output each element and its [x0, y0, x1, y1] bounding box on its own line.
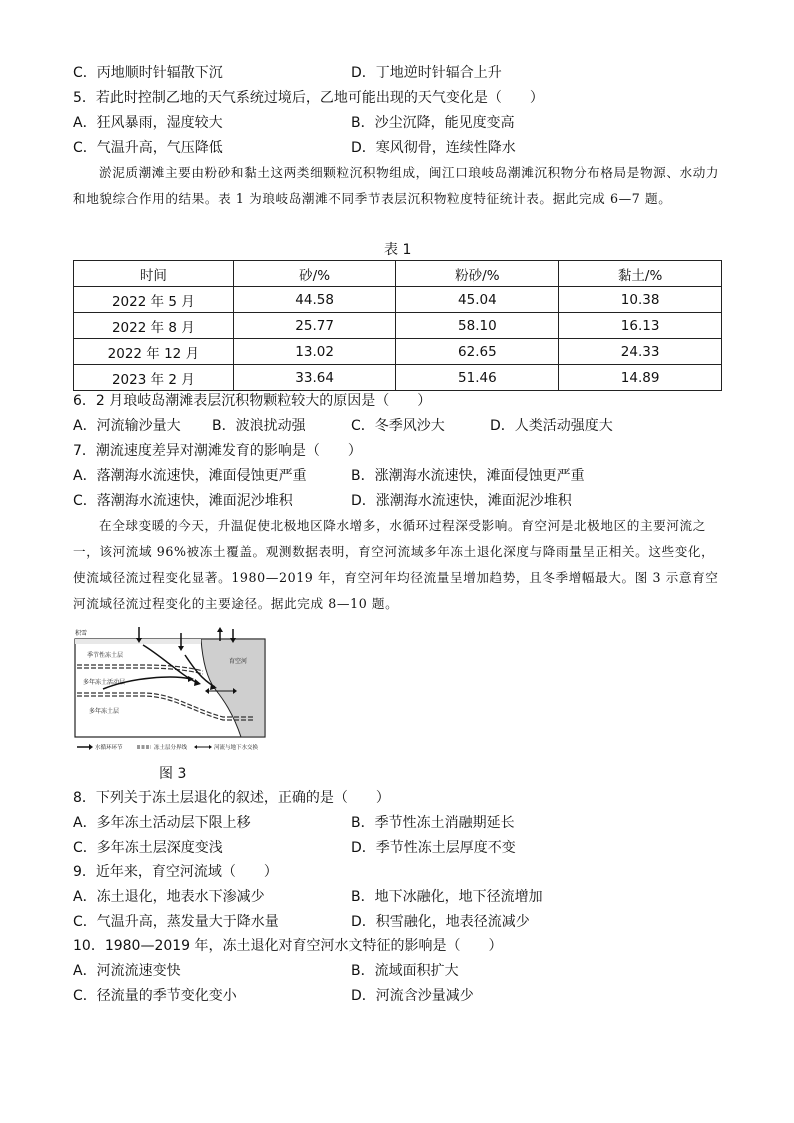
label-snow: 积雪 — [75, 630, 88, 637]
q10-option-c[interactable]: C．径流量的季节变化变小 — [73, 988, 237, 1004]
cell-silt: 51.46 — [396, 365, 559, 391]
cell-silt: 45.04 — [396, 287, 559, 313]
figure-3-diagram — [73, 627, 269, 753]
q5-option-a[interactable]: A．狂风暴雨，湿度较大 — [73, 115, 223, 131]
label-permafrost: 多年冻土层 — [89, 708, 120, 715]
q6-option-d[interactable]: D．人类活动强度大 — [490, 418, 613, 434]
passage-tidal-flat: 淤泥质潮滩主要由粉砂和黏土这两类细颗粒沉积物组成，闽江口琅岐岛潮滩沉积物分布格局是物源、水动力和地貌综合作用的结果。表 1 为琅岐岛潮滩不同季节表层沉积物粒度特征统计表。据此完成 6—7 题。 — [73, 165, 720, 206]
q10-option-a[interactable]: A．河流流速变快 — [73, 963, 181, 979]
table-row — [74, 313, 722, 339]
cell-clay: 14.89 — [559, 365, 722, 391]
table-caption: 表 1 — [384, 242, 412, 258]
q7-option-a[interactable]: A．落潮海水流速快，滩面侵蚀更严重 — [73, 468, 307, 484]
cell-sand: 25.77 — [233, 313, 396, 339]
table-row — [74, 287, 722, 313]
cell-time: 2023 年 2 月 — [74, 365, 234, 391]
q10-option-d[interactable]: D．河流含沙量减少 — [351, 988, 474, 1004]
q7-option-c[interactable]: C．落潮海水流速快，滩面泥沙堆积 — [73, 493, 293, 509]
q5-option-d[interactable]: D．寒风彻骨，连续性降水 — [351, 140, 516, 156]
header-time: 时间 — [74, 261, 234, 287]
cell-silt: 58.10 — [396, 313, 559, 339]
q6-option-b[interactable]: B．波浪扰动强 — [212, 418, 306, 434]
legend-exchange: 河流与地下水交换 — [214, 745, 259, 751]
q8-stem: 8．下列关于冻土层退化的叙述，正确的是（ ） — [73, 790, 390, 806]
cell-time: 2022 年 8 月 — [74, 313, 234, 339]
sediment-table — [73, 260, 722, 391]
q6-option-c[interactable]: C．冬季风沙大 — [351, 418, 445, 434]
q6-stem: 6．2 月琅岐岛潮滩表层沉积物颗粒较大的原因是（ ） — [73, 393, 432, 409]
table-header-row — [74, 261, 722, 287]
q4-options-row-cd — [73, 63, 733, 83]
q8-options-row-cd — [73, 838, 733, 858]
legend-cycle: 水循环环节 — [95, 745, 123, 751]
cell-sand: 13.02 — [233, 339, 396, 365]
q8-option-d[interactable]: D．季节性冻土层厚度不变 — [351, 840, 516, 856]
label-seasonal: 季节性冻土层 — [87, 652, 124, 659]
q5-option-c[interactable]: C．气温升高，气压降低 — [73, 140, 223, 156]
q4-option-c[interactable]: C．丙地顺时针辐散下沉 — [73, 65, 223, 81]
figure-caption: 图 3 — [159, 766, 187, 782]
cell-clay: 24.33 — [559, 339, 722, 365]
q8-option-a[interactable]: A．多年冻土活动层下限上移 — [73, 815, 251, 831]
q8-option-c[interactable]: C．多年冻土层深度变浅 — [73, 840, 223, 856]
q5-option-b[interactable]: B．沙尘沉降，能见度变高 — [351, 115, 515, 131]
table-row — [74, 339, 722, 365]
cell-clay: 16.13 — [559, 313, 722, 339]
label-river: 育空河 — [229, 658, 248, 665]
q9-stem: 9．近年来，育空河流域（ ） — [73, 864, 278, 880]
q7-option-d[interactable]: D．涨潮海水流速快，滩面泥沙堆积 — [351, 493, 572, 509]
header-silt: 粉砂/% — [396, 261, 559, 287]
cell-clay: 10.38 — [559, 287, 722, 313]
cell-sand: 33.64 — [233, 365, 396, 391]
q7-stem: 7．潮流速度差异对潮滩发育的影响是（ ） — [73, 443, 362, 459]
q7-options-row-ab — [73, 466, 733, 486]
cell-sand: 44.58 — [233, 287, 396, 313]
q10-option-b[interactable]: B．流域面积扩大 — [351, 963, 459, 979]
q5-options-row-cd — [73, 138, 733, 158]
cell-silt: 62.65 — [396, 339, 559, 365]
cell-time: 2022 年 12 月 — [74, 339, 234, 365]
q9-option-a[interactable]: A．冻土退化，地表水下渗减少 — [73, 889, 265, 905]
q6-option-a[interactable]: A．河流输沙量大 — [73, 418, 181, 434]
q10-stem: 10．1980—2019 年，冻土退化对育空河水文特征的影响是（ ） — [73, 938, 503, 954]
q4-option-d[interactable]: D．丁地逆时针辐合上升 — [351, 65, 502, 81]
q10-options-row-cd — [73, 986, 733, 1006]
q6-options-row — [73, 416, 733, 436]
cell-time: 2022 年 5 月 — [74, 287, 234, 313]
q10-options-row-ab — [73, 961, 733, 981]
q8-option-b[interactable]: B．季节性冻土消融期延长 — [351, 815, 515, 831]
header-sand: 砂/% — [233, 261, 396, 287]
q9-option-b[interactable]: B．地下冰融化，地下径流增加 — [351, 889, 543, 905]
q9-options-row-cd — [73, 912, 733, 932]
arrow-head — [217, 627, 223, 632]
table-row — [74, 365, 722, 391]
legend-boundary: 冻土层分界线 — [154, 745, 188, 751]
q5-stem: 5．若此时控制乙地的天气系统过境后，乙地可能出现的天气变化是（ ） — [73, 90, 544, 106]
q7-options-row-cd — [73, 491, 733, 511]
passage-yukon: 在全球变暖的今天，升温促使北极地区降水增多，水循环过程深受影响。育空河是北极地区的主要河流之一，该河流域 96%被冻土覆盖。观测数据表明，育空河流域多年冻土退化深度与降雨量呈正相关。这些变化，使流域径流过程变化显著。1980—2019 年，育空河年均径流量呈增加趋势，且冬季增幅最大。图 3 示意育空河流域径流过程变化的主要途径。据此完成 8—10 题。 — [73, 518, 719, 611]
q9-options-row-ab — [73, 887, 733, 907]
arrow-head — [209, 745, 212, 749]
arrow-head — [194, 745, 197, 749]
header-clay: 黏土/% — [559, 261, 722, 287]
q9-option-c[interactable]: C．气温升高，蒸发量大于降水量 — [73, 914, 279, 930]
q9-option-d[interactable]: D．积雪融化，地表径流减少 — [351, 914, 530, 930]
q7-option-b[interactable]: B．涨潮海水流速快，滩面侵蚀更严重 — [351, 468, 585, 484]
label-active: 多年冻土活动层 — [83, 679, 126, 686]
q5-options-row-ab — [73, 113, 733, 133]
q8-options-row-ab — [73, 813, 733, 833]
arrow-head — [89, 744, 93, 750]
